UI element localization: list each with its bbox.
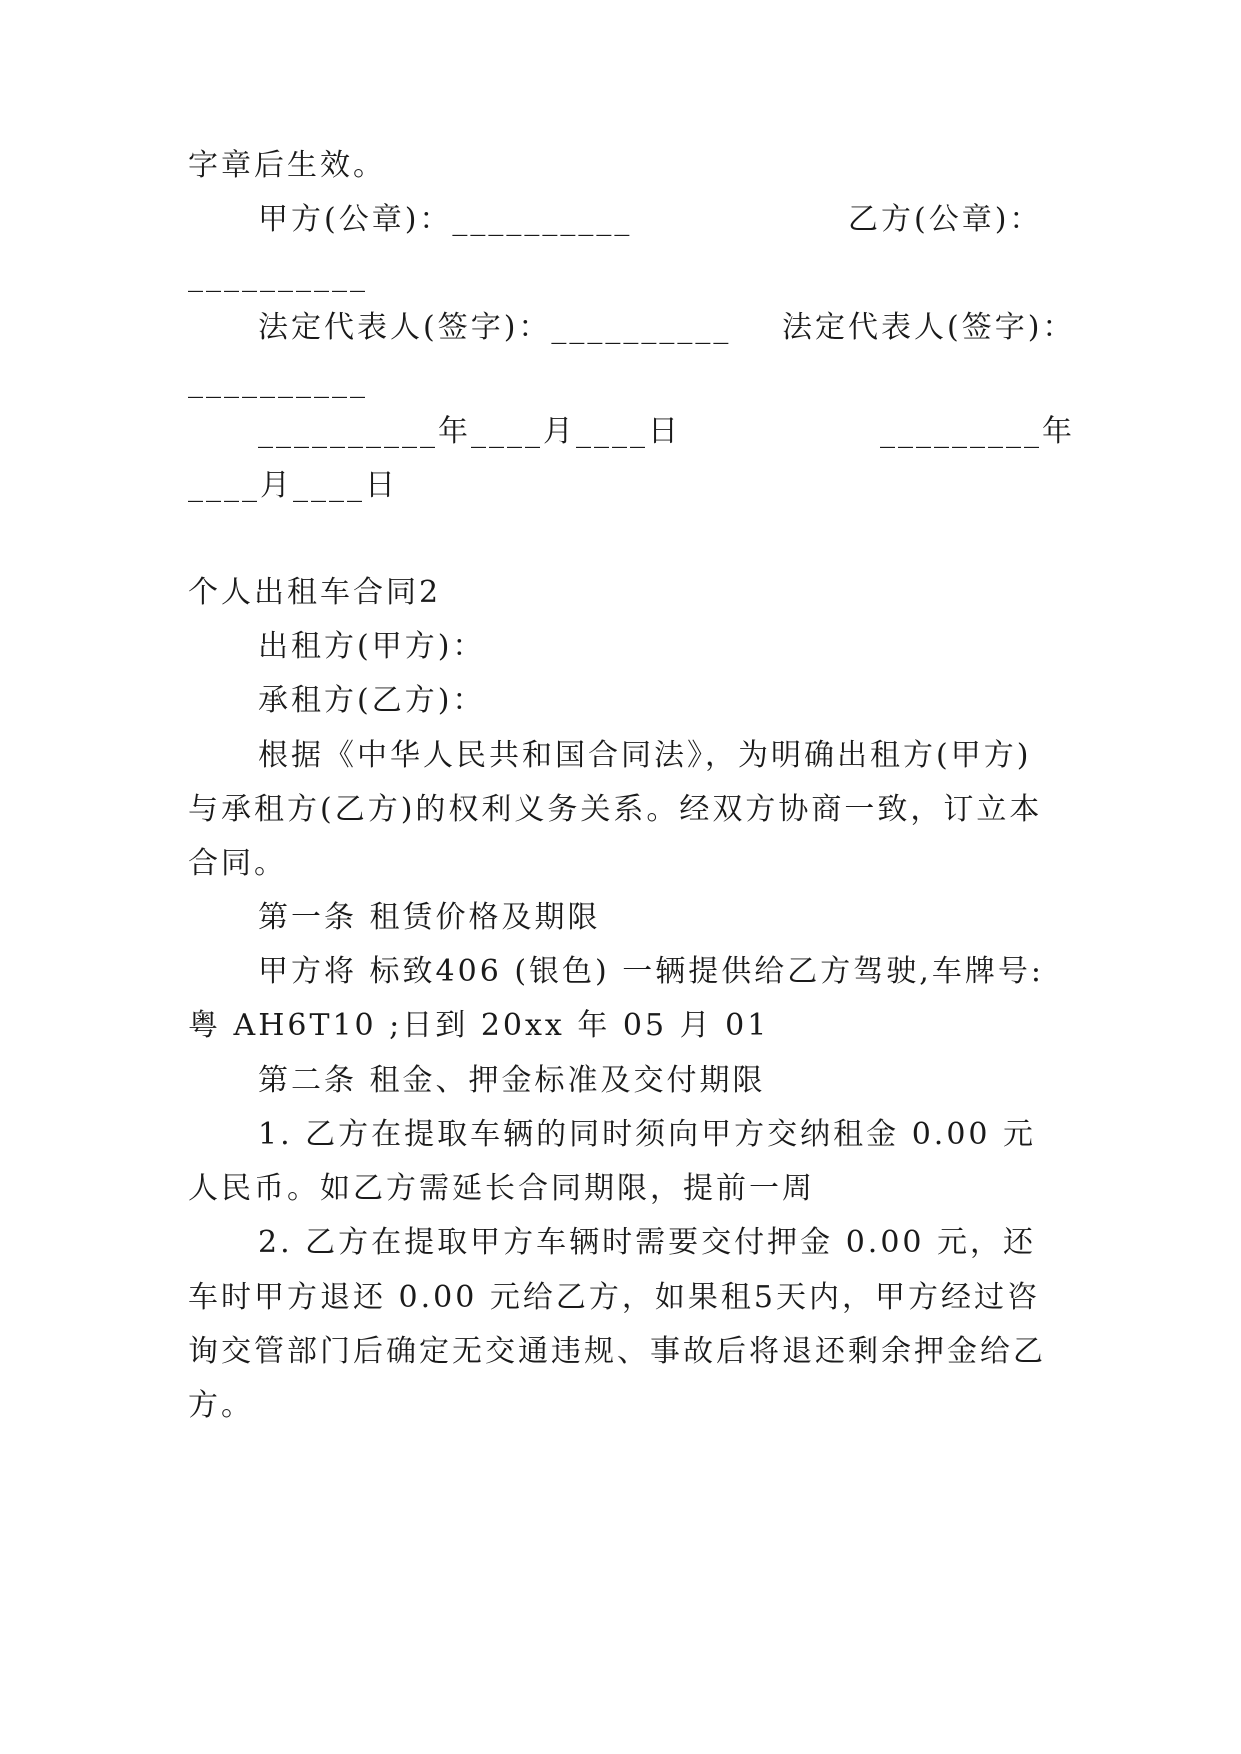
item-2-line-2: 车时甲方退还 0.00 元给乙方，如果租5天内，甲方经过咨 — [188, 1280, 1040, 1315]
contract-title: 个人出租车合同2 — [188, 575, 442, 610]
preamble-line-2: 与承租方(乙方)的权利义务关系。经双方协商一致，订立本 — [188, 792, 1043, 827]
item-1-line-1: 1. 乙方在提取车辆的同时须向甲方交纳租金 0.00 元 — [258, 1117, 1037, 1152]
preamble-line-1: 根据《中华人民共和国合同法》，为明确出租方(甲方) — [258, 738, 1032, 773]
item-1-line-2: 人民币。如乙方需延长合同期限，提前一周 — [188, 1171, 815, 1206]
article-2-heading: 第二条 租金、押金标准及交付期限 — [258, 1063, 766, 1098]
lessee-label: 承租方(乙方)： — [258, 683, 486, 718]
lessor-label: 出租方(甲方)： — [258, 629, 486, 664]
party-b-seal-line: __________ — [188, 258, 368, 293]
party-a-date: __________年____月____日 — [258, 414, 681, 449]
party-b-date-rest: ____月____日 — [188, 468, 398, 503]
item-2-line-4: 方。 — [188, 1388, 254, 1423]
party-b-seal: 乙方(公章)： — [848, 202, 1043, 237]
party-b-representative-line: __________ — [188, 364, 368, 399]
article-1-line-2: 粤 AH6T10 ;日到 20xx 年 05 月 01 — [188, 1008, 770, 1043]
signature-continuation: 字章后生效。 — [188, 148, 386, 183]
item-2-line-1: 2. 乙方在提取甲方车辆时需要交付押金 0.00 元，还 — [258, 1225, 1037, 1260]
party-b-representative: 法定代表人(签字)： — [782, 310, 1076, 345]
party-a-representative: 法定代表人(签字)：__________ — [258, 310, 732, 345]
party-a-seal: 甲方(公章)：__________ — [258, 202, 633, 237]
preamble-line-3: 合同。 — [188, 846, 287, 881]
article-1-heading: 第一条 租赁价格及期限 — [258, 900, 601, 935]
item-2-line-3: 询交管部门后确定无交通违规、事故后将退还剩余押金给乙 — [188, 1334, 1046, 1369]
party-b-date-year: _________年 — [880, 414, 1075, 449]
article-1-line-1: 甲方将 标致406 (银色) 一辆提供给乙方驾驶,车牌号: — [258, 954, 1044, 989]
